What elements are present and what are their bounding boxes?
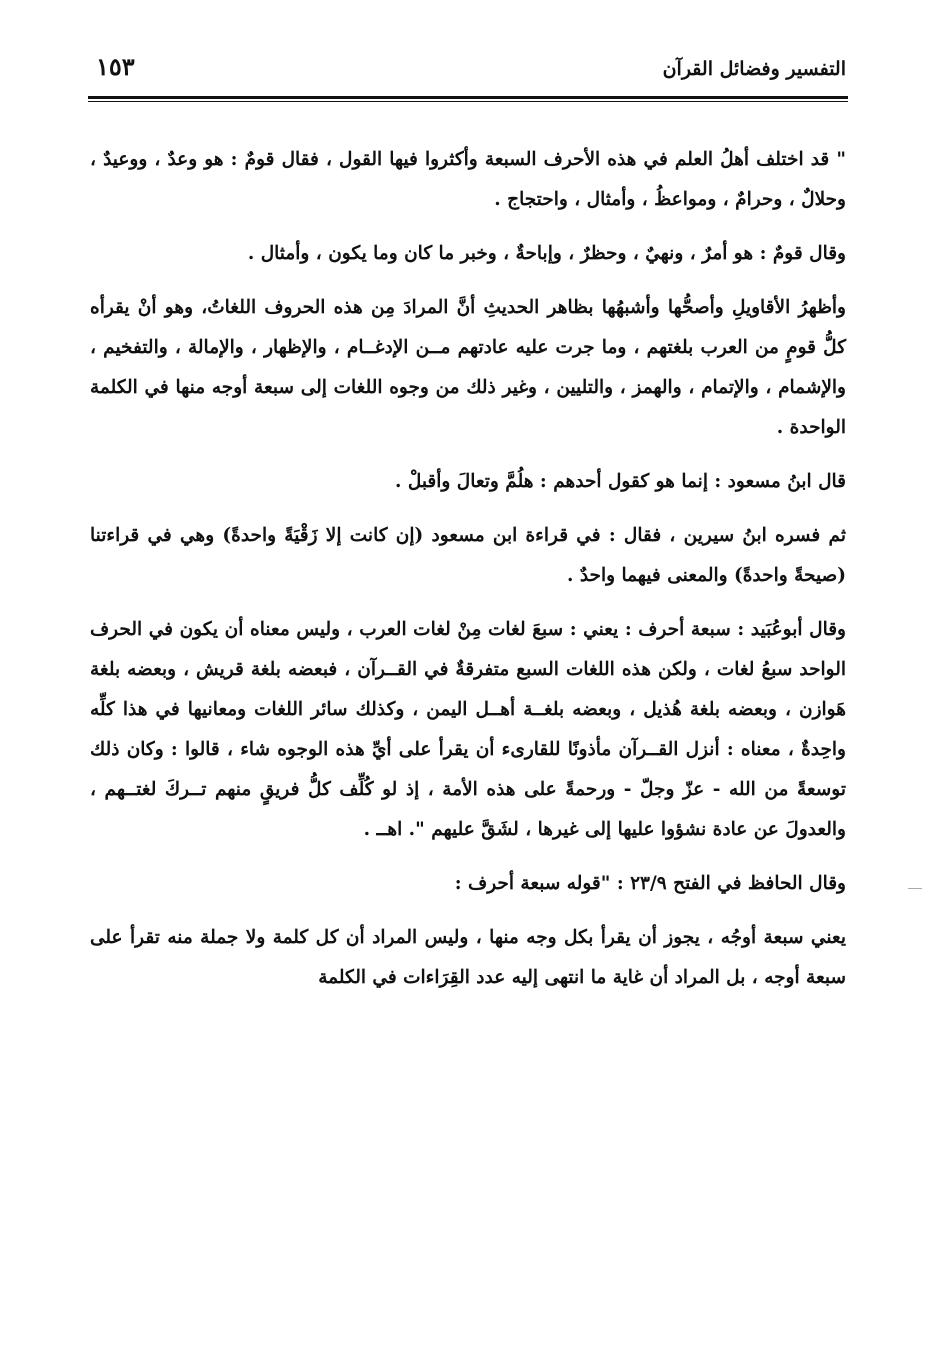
header-rule-thick <box>88 96 848 99</box>
page-number: ١٥٣ <box>96 52 135 81</box>
header-rule-thin <box>88 101 848 102</box>
paragraph-4: قال ابنُ مسعود : إنما هو كقول أحدهم : هلُمَّ وتعالَ وأقبلْ . <box>394 471 846 492</box>
body-text <box>90 140 846 1012</box>
running-title: التفسير وفضائل القرآن <box>662 58 846 80</box>
paragraph-3: وأظهرُ الأقاويلِ وأصحُّها وأشبهُها بظاهر الحديثِ أنَّ المرادَ مِن هذه الحروف اللغاتُ، وهو أنْ يقرأه كلُّ قومٍ من العرب بلغتهم ، وما جرت عليه عادتهم مــن الإدغــام ، والإظهار ، والإمالة ، والتفخيم ، والإشمام ، والإتمام ، والهمز ، والتليين ، وغير ذلك من وجوه اللغات إلى سبعة أوجه منها في الكلمة الواحدة . <box>90 297 846 438</box>
margin-mark <box>908 888 922 889</box>
page-header <box>88 52 846 92</box>
paragraph-1: " قد اختلف أهلُ العلم في هذه الأحرف السبعة وأكثروا فيها القول ، فقال قومٌ : هو وعدٌ ، ووعيدٌ ، وحلالٌ ، وحرامٌ ، ومواعظُ ، وأمثال ، واحتجاج . <box>90 149 846 210</box>
paragraph-6: وقال أبوعُبَيد : سبعة أحرف : يعني : سبعَ لغات مِنْ لغات العرب ، وليس معناه أن يكون في الحرف الواحد سبعُ لغات ، ولكن هذه اللغات السبع متفرقةٌ في القــرآن ، فبعضه بلغة قريش ، وبعضه بلغة هَوازن ، وبعضه بلغة هُذيل ، وبعضه بلغــة أهــل اليمن ، وكذلك سائر اللغات ومعانيها في هذا كلِّه واحِدةٌ ، معناه : أنزل القــرآن مأذونًا للقارىء أن يقرأ على أيِّ هذه الوجوه شاء ، قالوا : وكان ذلك توسعةً من الله - عزّ وجلّ - ورحمةً على هذه الأمة ، إذ لو كُلِّف كلُّ فريقٍ منهم تــركَ لغتــهم ، والعدولَ عن عادة نشؤوا عليها إلى غيرها ، لشَقَّ عليهم ". اهــ . <box>90 619 846 840</box>
paragraph-8: يعني سبعة أوجُه ، يجوز أن يقرأ بكل وجه منها ، وليس المراد أن كل كلمة ولا جملة منه تقرأ على سبعة أوجه ، بل المراد أن غاية ما انتهى إليه عدد القِرَاءات في الكلمة <box>90 927 846 988</box>
paragraph-2: وقال قومٌ : هو أمرٌ ، ونهيٌ ، وحظرٌ ، وإباحةٌ ، وخبر ما كان وما يكون ، وأمثال . <box>247 243 846 264</box>
paragraph-5: ثم فسره ابنُ سيرين ، فقال : في قراءة ابن مسعود (إن كانت إلا زَقْيَةً واحدةً) وهي في قراءتنا (صيحةً واحدةً) والمعنى فيهما واحدٌ . <box>90 525 846 586</box>
paragraph-7: وقال الحافظ في الفتح ٢٣/٩ : "قوله سبعة أحرف : <box>454 873 846 894</box>
